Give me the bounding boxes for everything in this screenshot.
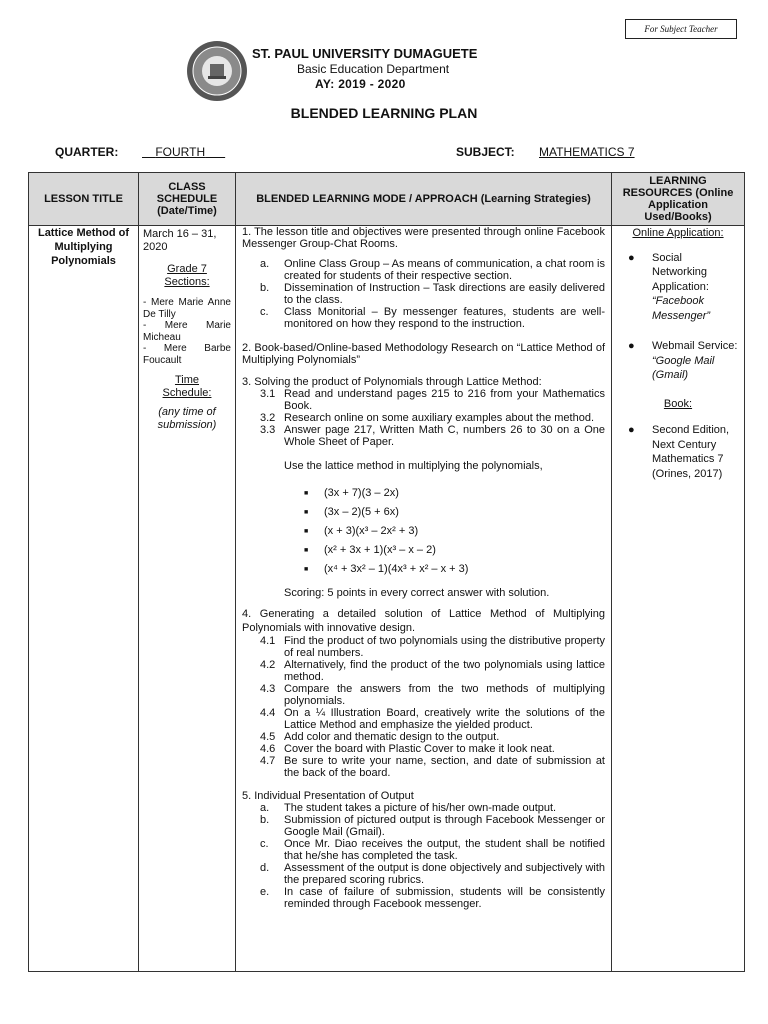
list-item: 3.3 Answer page 217, Written Math C, numbers 26 to 30 on a One Whole Sheet of Paper. <box>260 424 605 448</box>
seal-base <box>208 76 226 79</box>
header-learning-resources: LEARNING RESOURCES (Online Application Used/Books) <box>612 173 745 226</box>
subject-teacher-label: For Subject Teacher <box>625 19 737 39</box>
time-schedule-note: (any time of submission) <box>157 406 217 431</box>
bullet-icon: ● <box>628 251 635 264</box>
resources-cell <box>612 226 745 972</box>
strategy-5-intro: 5. Individual Presentation of Output <box>242 790 414 802</box>
header-lesson-title: LESSON TITLE <box>29 173 139 226</box>
strategy-3-intro: 3. Solving the product of Polynomials through Lattice Method: <box>242 376 542 388</box>
list-item: 4.7 Be sure to write your name, section, and date of submission at the back of the board. <box>260 755 605 779</box>
subject-label: SUBJECT: <box>456 145 515 159</box>
strategy-1-intro: 1. The lesson title and objectives were presented through online Facebook Messenger Group-Chat Rooms. <box>242 226 605 250</box>
university-seal-icon <box>186 40 248 102</box>
list-item: a. The student takes a picture of his/her own-made output. <box>260 802 557 814</box>
schedule-dates: March 16 – 31, 2020 <box>143 228 217 253</box>
academic-year: AY: 2019 - 2020 <box>315 77 406 91</box>
strategies-cell <box>236 226 612 972</box>
table-header-row <box>29 173 745 226</box>
book-heading: Book: <box>663 397 693 410</box>
list-item: ● Second Edition, Next Century Mathematics 7 (Orines, 2017) <box>616 423 740 481</box>
bullet-icon: ● <box>628 424 635 436</box>
list-item: 4.5 Add color and thematic design to the output. <box>260 731 500 743</box>
list-item: c. Once Mr. Diao receives the output, the student shall be notified that he/she has completed the task. <box>260 838 605 862</box>
subject-value: MATHEMATICS 7 <box>539 145 635 159</box>
list-item: ● Webmail Service: “Google Mail (Gmail) <box>616 339 740 383</box>
list-item: b. Submission of pictured output is through Facebook Messenger or Google Mail (Gmail). <box>260 814 605 838</box>
list-item: 4.6 Cover the board with Plastic Cover to make it look neat. <box>260 743 555 755</box>
list-item: c. Class Monitorial – By messenger features, students are well-monitored on how they respond to the instruction. <box>260 306 605 330</box>
quarter-value: FOURTH <box>155 145 206 159</box>
list-item: b. Dissemination of Instruction – Task directions are easily delivered to the class. <box>260 282 605 306</box>
list-item: ● Social Networking Application: “Facebook Messenger” <box>616 251 740 324</box>
department-name: Basic Education Department <box>297 62 450 76</box>
lesson-title-cell <box>29 226 139 972</box>
sections-heading: Grade 7 Sections: <box>164 263 210 288</box>
scoring-note: Scoring: 5 points in every correct answer with solution. <box>284 587 550 599</box>
plan-title: BLENDED LEARNING PLAN <box>290 105 478 121</box>
section-item: - Mere Marie Micheau <box>143 320 231 343</box>
schedule-cell <box>139 226 236 972</box>
time-schedule-heading: Time Schedule: <box>162 374 212 399</box>
header-class-schedule: CLASS SCHEDULE (Date/Time) <box>139 173 236 226</box>
quarter-label: QUARTER: <box>55 145 119 159</box>
list-item: a. Online Class Group – As means of communication, a chat room is created for students of their respective section. <box>260 258 605 282</box>
strategy-3-instruction: Use the lattice method in multiplying the polynomials, <box>284 460 543 472</box>
list-item: 4.3 Compare the answers from the two methods of multiplying polynomials. <box>260 683 605 707</box>
polynomial-item: ■ (x + 3)(x³ – 2x² + 3) <box>304 525 419 537</box>
lesson-title: Lattice Method of Multiplying Polynomials <box>37 227 130 267</box>
list-item: d. Assessment of the output is done objectively and subjectively with the prepared scoring rubrics. <box>260 862 606 886</box>
seal-emblem <box>210 64 224 76</box>
list-item: 4.2 Alternatively, find the product of the two polynomials using lattice method. <box>260 659 605 683</box>
online-application-heading: Online Application: <box>632 227 724 239</box>
section-item: - Mere Barbe Foucault <box>143 343 231 366</box>
list-item: 4.4 On a ¼ Illustration Board, creatively write the solutions of the Lattice Method and emphasize the yielded product. <box>260 707 605 731</box>
list-item: 3.1 Read and understand pages 215 to 216 from your Mathematics Book. <box>260 388 605 412</box>
bullet-icon: ● <box>628 340 635 352</box>
list-item: 3.2 Research online on some auxiliary examples about the method. <box>260 412 595 424</box>
polynomial-item: ■ (x⁴ + 3x² – 1)(4x³ + x² – x + 3) <box>304 563 469 575</box>
strategy-2: 2. Book-based/Online-based Methodology Research on “Lattice Method of Multiplying Polynomials” <box>242 342 605 366</box>
school-name: ST. PAUL UNIVERSITY DUMAGUETE <box>252 46 478 61</box>
learning-plan-table <box>28 172 745 972</box>
table-row <box>29 226 745 972</box>
polynomial-item: ■ (3x – 2)(5 + 6x) <box>304 506 399 518</box>
polynomial-item: ■ (x² + 3x + 1)(x³ – x – 2) <box>304 544 436 556</box>
strategy-4-intro: 4. Generating a detailed solution of Lattice Method of Multiplying Polynomials with innovative design. <box>242 608 605 634</box>
list-item: 4.1 Find the product of two polynomials using the distributive property of real numbers. <box>260 635 605 659</box>
section-item: - Mere Marie Anne De Tilly <box>143 297 231 320</box>
list-item: e. In case of failure of submission, students will be consistently reminded through Facebook messenger. <box>260 886 605 910</box>
header-learning-mode: BLENDED LEARNING MODE / APPROACH (Learning Strategies) <box>236 173 612 226</box>
polynomial-item: ■ (3x + 7)(3 – 2x) <box>304 487 399 499</box>
